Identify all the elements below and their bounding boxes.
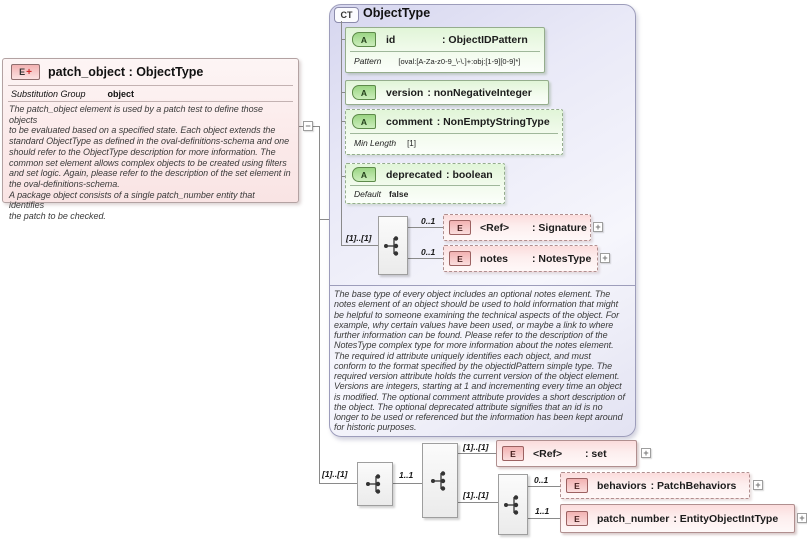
element-icon: E [449,251,471,266]
expand-button[interactable]: + [797,513,807,523]
attribute-name: comment [386,115,433,128]
facet-value: [1] [407,139,416,148]
cardinality-label: [1]..[1] [463,490,489,500]
sequence-connector[interactable] [498,474,528,535]
connector-line [528,518,560,519]
attribute-icon: A [352,85,376,100]
connector-line [458,453,496,454]
connector-line [408,258,443,259]
attribute-icon: A [352,32,376,47]
connector-line [341,21,342,245]
cardinality-label: [1]..[1] [322,469,348,479]
attribute-icon: A [352,114,376,129]
attribute-comment-node[interactable] [345,109,563,155]
attribute-type: : nonNegativeInteger [427,86,532,99]
patch-object-header [3,59,298,85]
element-icon: E [566,478,588,493]
attribute-icon: A [352,167,376,182]
element-icon: E [449,220,471,235]
cardinality-label: [1]..[1] [463,442,489,452]
facet-label: Default [354,189,381,199]
element-name: <Ref> [480,221,510,234]
connector-line [458,502,498,503]
element-ref-set-node[interactable] [496,440,637,467]
attribute-id-node[interactable] [345,27,545,73]
element-name: notes [480,252,509,265]
sequence-connector[interactable] [357,462,393,506]
connector-line [393,483,422,484]
attribute-type: : NonEmptyStringType [436,115,550,128]
attribute-version-node[interactable] [345,80,549,105]
attribute-name: id [386,33,396,46]
expand-button[interactable]: + [600,253,610,263]
connector-line [528,486,560,487]
attribute-name: deprecated [386,168,443,181]
element-behaviors-node[interactable] [560,472,750,499]
substitution-group-label: Substitution Group [11,88,86,99]
sequence-icon [382,233,404,259]
substitution-group-row [3,86,298,101]
sequence-connector[interactable] [422,443,458,518]
element-name: behaviors [597,479,647,492]
expand-button[interactable]: + [593,222,603,232]
facet-value: [oval:[A-Za-z0-9_\-\.]+:obj:[1-9][0-9]*] [398,57,521,66]
element-icon: E [566,511,588,526]
cardinality-label: 1..1 [535,506,550,516]
element-type: : PatchBehaviors [650,479,737,492]
documentation-text: The patch_object element is used by a patch test to define those objects to be evaluated based on a specified state. Each object extends the standard ObjectType as defined in the oval-definitions-schema and one should refer to the ObjectType description for more information. The common set element allows complex objects to be created using filters and set logic. Again, please refer to the description of the set element in the oval-definitions-schema. A package object consists of a single patch_number entity that identifies the patch to be checked. [9,104,291,222]
element-notes-node[interactable] [443,245,598,272]
cardinality-label: 1..1 [399,470,414,480]
cardinality-label: 0..1 [534,475,549,485]
attribute-type: : ObjectIDPattern [442,33,528,46]
sequence-connector[interactable] [378,216,408,275]
divider [330,285,635,286]
connector-line [408,227,443,228]
facet-label: Min Length [354,138,397,148]
cardinality-label: 0..1 [421,247,436,257]
connector-line [341,245,378,246]
complex-type-icon: CT [334,7,359,23]
element-type: : Signature [532,221,587,234]
cardinality-label: [1]..[1] [346,233,372,243]
patch-object-title: patch_object : ObjectType [48,65,204,79]
element-type: : NotesType [532,252,592,265]
expand-button[interactable]: + [753,480,763,490]
attribute-deprecated-node[interactable] [345,163,505,204]
object-type-title: ObjectType [363,6,431,20]
element-ref-signature-node[interactable] [443,214,591,241]
connector-line [319,126,320,483]
documentation-text: The base type of every object includes an optional notes element. The notes element of an object should be used to hold information that might be helpful to someone examining the technical aspects of the object. For example, why certain values have been used, or maybe a link to where further information can be found. Please refer to the description of the NotesType complex type for more information about the notes element. The required id attribute uniquely identifies each object, and must conform to the format specified by the objectidPattern simple type. The required version attribute holds the current version of the object element. Versions are integers, starting at 1 and incrementing every time an object is modified. The optional comment attribute provides a short description of the object. The optional deprecated attribute signifies that an id is no longer to be used or referenced but the information has been kept around for historic purposes. [334,289,625,433]
sequence-icon [502,492,524,518]
element-name: patch_number [597,512,670,525]
substitution-group-value: object [107,88,135,99]
facet-value: false [388,189,409,199]
element-name: <Ref> [533,447,563,460]
expand-button[interactable]: + [641,448,651,458]
element-icon: E [502,446,524,461]
element-type: : EntityObjectIntType [673,512,779,525]
element-type: : set [585,447,607,460]
sequence-icon [429,468,451,494]
patch-object-element-node[interactable] [2,58,299,222]
element-patch-number-node[interactable] [560,504,795,533]
attribute-name: version [386,86,424,99]
collapse-button[interactable]: − [303,121,313,131]
sequence-icon [364,471,386,497]
connector-line [319,483,357,484]
element-plus-icon: E + [11,64,40,80]
facet-label: Pattern [354,56,382,66]
attribute-type: : boolean [446,168,493,181]
cardinality-label: 0..1 [421,216,436,226]
